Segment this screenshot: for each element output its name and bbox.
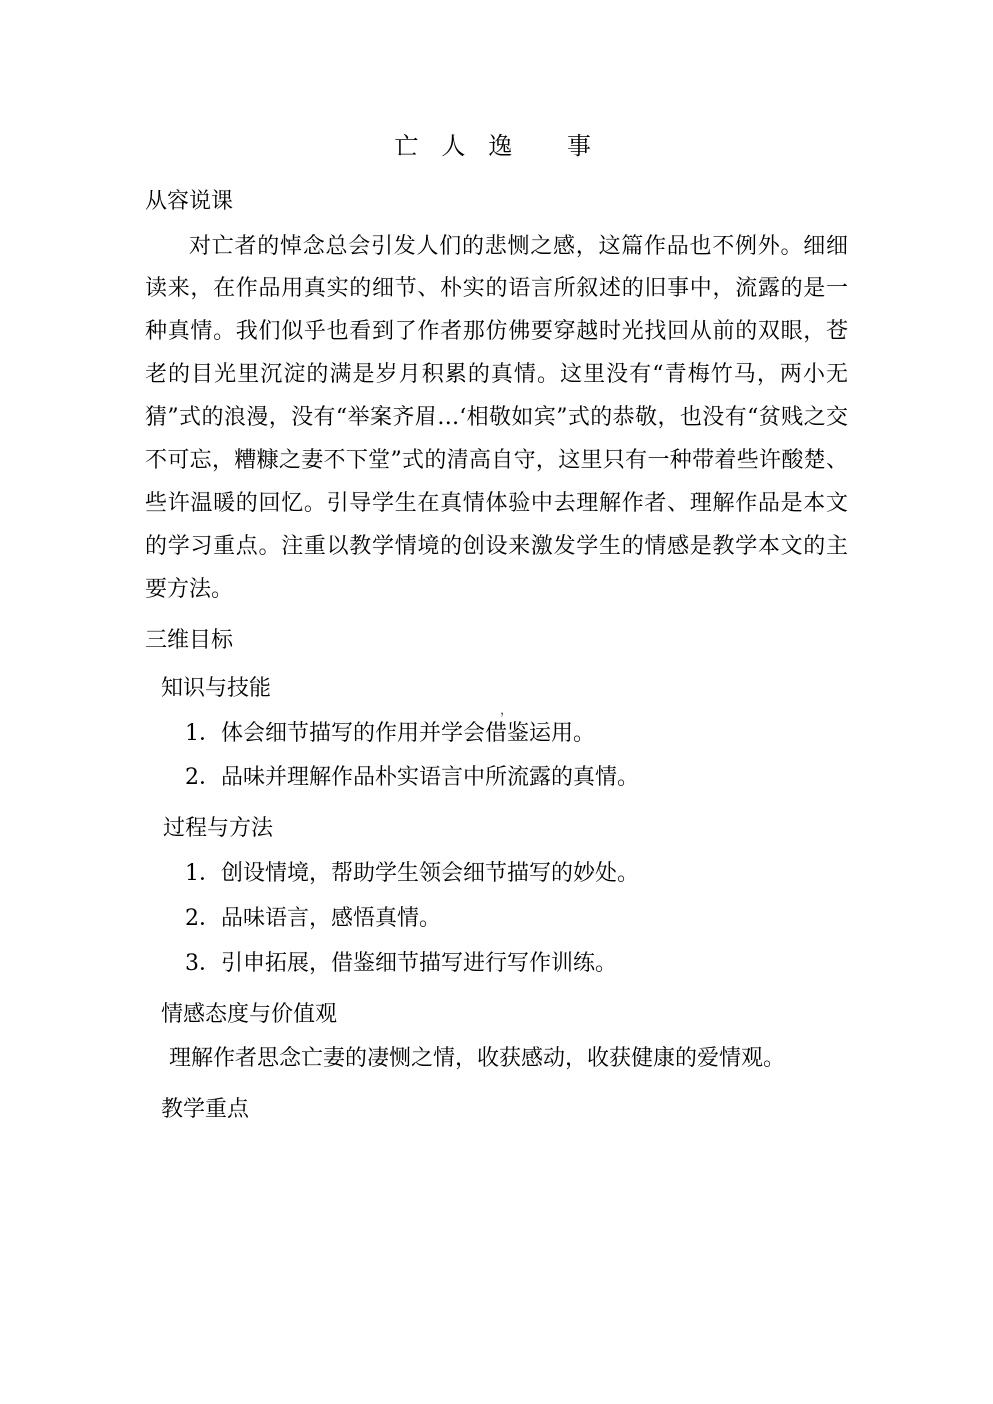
section-heading-sanweimubiao: 三维目标 (145, 627, 234, 653)
section-heading-qingganfaitudu: 情感态度与价值观 (161, 1001, 338, 1027)
section-heading-jiaoxuezhongdian: 教学重点 (161, 1097, 250, 1123)
page-title: 亡 人 逸 事 (394, 132, 599, 160)
section-heading-congrongshuoke: 从容说课 (145, 189, 234, 214)
list-item: 3．引申拓展，借鉴细节描写进行写作训练。 (185, 950, 617, 976)
list-item: 1．创设情境，帮助学生领会细节描写的妙处。 (185, 861, 639, 887)
overview-paragraph: 对亡者的悼念总会引发人们的悲恻之感，这篇作品也不例外。细细读来，在作品用真实的细节、朴实的语言所叙述的旧事中，流露的是一种真情。我们似乎也看到了作者那仿佛要穿越时光找回从前的双眼，苍老的目光里沉淀的满是岁月积累的真情。这里没有“青梅竹马，两小无猜”式的浪漫，没有“举案齐眉…‘相敬如宾”式的恭敬，也没有“贫贱之交不可忘，糟糠之妻不下堂”式的清高自守，这里只有一种带着些许酸楚、些许温暖的回忆。引导学生在真情体验中去理解作者、理解作品是本文的学习重点。注重以教学情境的创设来激发学生的情感是教学本文的主要方法。 (145, 233, 848, 602)
list-item: 1．体会细节描写的作用并学会借鉴运用。 (185, 720, 595, 746)
stray-punctuation-mark: ， (500, 702, 514, 717)
emotion-goal-text: 理解作者思念亡妻的凄恻之情，收获感动，收获健康的爱情观。 (169, 1046, 786, 1072)
section-heading-zhishiyujineng: 知识与技能 (161, 676, 272, 702)
section-heading-guochengyufangfa: 过程与方法 (163, 816, 274, 842)
list-item: 2．品味语言，感悟真情。 (185, 906, 441, 932)
list-item: 2．品味并理解作品朴实语言中所流露的真情。 (185, 765, 639, 791)
